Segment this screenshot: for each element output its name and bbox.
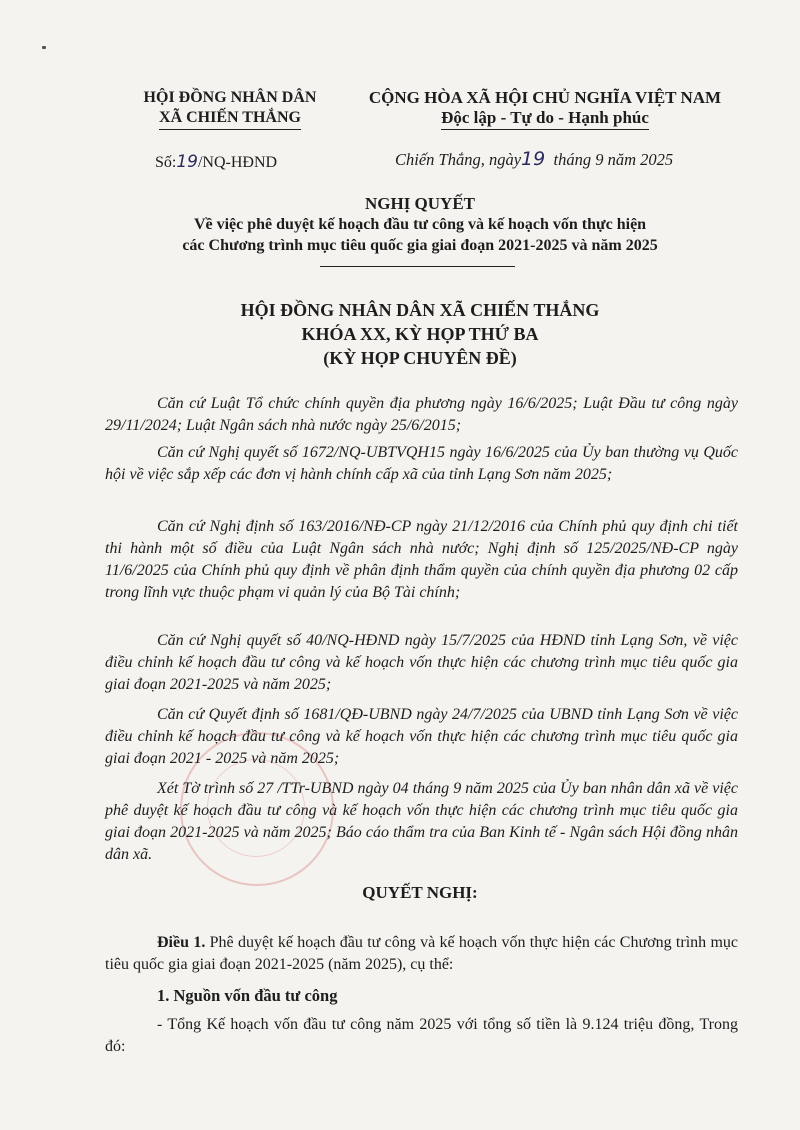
docno-handwritten: 19 [176,152,198,172]
preamble-text: Căn cứ Nghị quyết số 40/NQ-HĐND ngày 15/7/2025 của HĐND tỉnh Lạng Sơn, về việc điều chỉnh kế hoạch đầu tư công và kế hoạch vốn thực hiện các chương trình mục tiêu quốc gia giai đoạn 2021-2025 và năm 2025; [105,632,738,693]
org-line1: HỘI ĐỒNG NHÂN DÂN [143,89,317,106]
date-suffix: tháng 9 năm 2025 [553,150,674,169]
date-prefix: Chiến Thắng, ngày [395,150,522,169]
preamble-text: Căn cứ Luật Tổ chức chính quyền địa phương ngày 16/6/2025; Luật Đầu tư công ngày 29/11/2024; Luật Ngân sách nhà nước ngày 25/6/2015; [105,395,738,434]
council-line2: KHÓA XX, KỲ HỌP THỨ BA [301,324,539,344]
preamble-paragraph [105,704,738,770]
article-1-text: Phê duyệt kế hoạch đầu tư công và kế hoạch vốn thực hiện các Chương trình mục tiêu quốc gia giai đoạn 2021-2025 (năm 2025), cụ thể: [105,934,739,973]
article-1 [105,932,738,976]
title-line1: NGHỊ QUYẾT [364,194,476,213]
section-1-paragraph [105,1014,738,1058]
title-line3: các Chương trình mục tiêu quốc gia giai đoạn 2021-2025 và năm 2025 [182,237,658,254]
preamble-paragraph [105,630,738,696]
scan-speck [42,46,46,49]
nation-line1: CỘNG HÒA XÃ HỘI CHỦ NGHĨA VIỆT NAM [368,88,722,107]
title-underline [320,266,515,267]
preamble-text: Căn cứ Nghị định số 163/2016/NĐ-CP ngày 21/12/2016 của Chính phủ quy định chi tiết thi hành một số điều của Luật Ngân sách nhà nước; Nghị định số 125/2025/NĐ-CP ngày 11/6/2025 của Chính phủ quy định về phân định thẩm quyền của chính quyền địa phương 02 cấp trong lĩnh vực thuộc phạm vi quản lý của Bộ Tài chính; [105,518,738,601]
preamble-text: Căn cứ Quyết định số 1681/QĐ-UBND ngày 24/7/2025 của UBND tỉnh Lạng Sơn về việc điều chỉnh kế hoạch đầu tư công và kế hoạch vốn thực hiện các chương trình mục tiêu quốc gia giai đoạn 2021 - 2025 và năm 2025; [105,706,738,767]
preamble-paragraph [105,516,738,604]
docno-prefix: Số: [155,154,177,171]
date-handwritten: 19 [521,148,546,170]
preamble-text: Căn cứ Nghị quyết số 1672/NQ-UBTVQH15 ngày 16/6/2025 của Ủy ban thường vụ Quốc hội về việc sắp xếp các đơn vị hành chính cấp xã của tỉnh Lạng Sơn năm 2025; [105,444,738,483]
issuing-organization [120,88,340,130]
council-line1: HỘI ĐỒNG NHÂN DÂN XÃ CHIẾN THẮNG [240,300,600,320]
resolution-title [80,193,760,256]
preamble-paragraph [105,393,738,437]
preamble-text: Xét Tờ trình số 27 /TTr-UBND ngày 04 tháng 9 năm 2025 của Ủy ban nhân dân xã về việc phê duyệt kế hoạch đầu tư công và kế hoạch vốn thực hiện các chương trình mục tiêu quốc gia giai đoạn 2021-2025 và năm 2025; Báo cáo thẩm tra của Ban Kinh tế - Ngân sách Hội đồng nhân dân xã. [105,780,738,863]
preamble-paragraph [105,442,738,486]
nation-line2: Độc lập - Tự do - Hạnh phúc [441,108,649,130]
national-motto [345,88,745,130]
org-line2: XÃ CHIẾN THẮNG [159,108,301,130]
date-line [395,148,673,170]
document-number [155,152,277,172]
council-line3: (KỲ HỌP CHUYÊN ĐỀ) [323,348,517,368]
docno-suffix: /NQ-HĐND [197,154,278,171]
section-1-text: - Tổng Kế hoạch vốn đầu tư công năm 2025 với tổng số tiền là 9.124 triệu đồng, Trong đó: [105,1016,738,1055]
section-1-heading: 1. Nguồn vốn đầu tư công [157,986,338,1005]
title-line2: Về việc phê duyệt kế hoạch đầu tư công và kế hoạch vốn thực hiện [193,216,647,233]
council-heading [80,298,760,370]
article-1-label: Điều 1. [157,934,206,951]
preamble-paragraph [105,778,738,866]
decision-heading: QUYẾT NGHỊ: [362,883,478,902]
